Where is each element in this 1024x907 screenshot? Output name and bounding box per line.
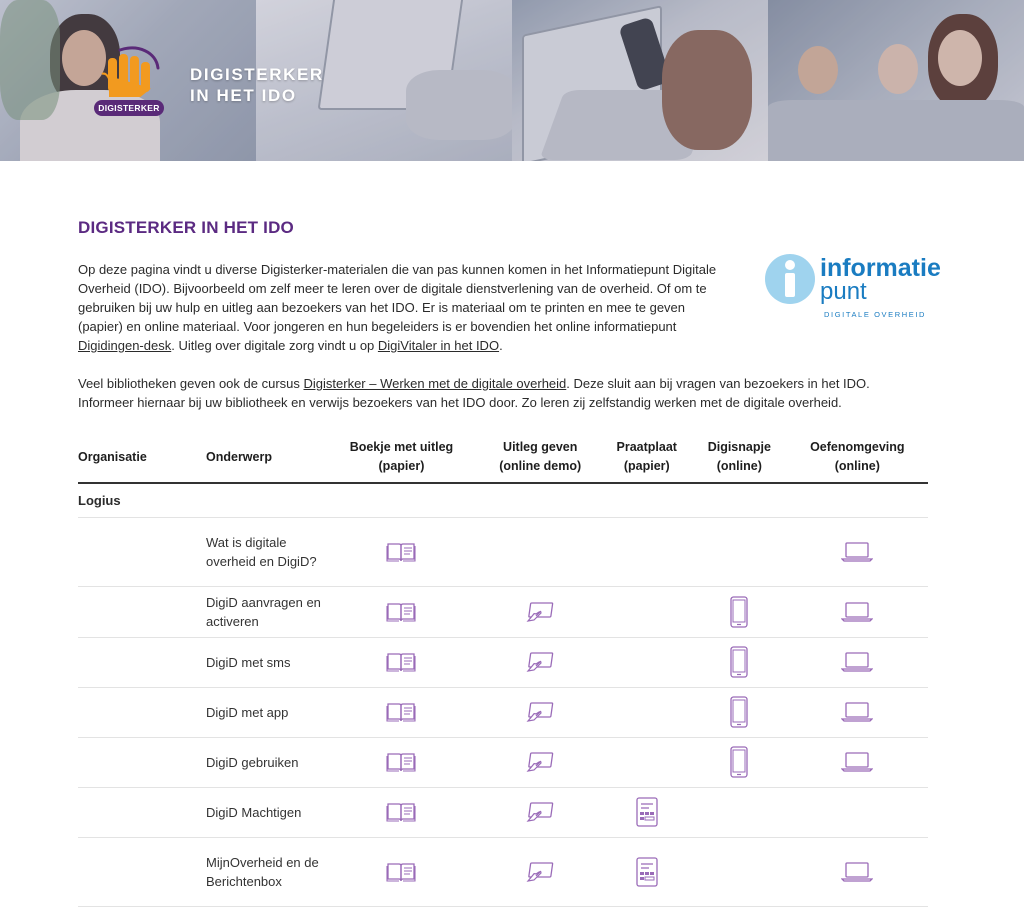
laptop-icon[interactable] [841,701,873,723]
open-book-icon[interactable] [386,601,416,623]
cell-practice [787,737,928,787]
poster-sheet-icon[interactable] [635,796,659,828]
cell-demo [479,787,602,837]
table-row [78,787,928,837]
hero-title-line2: IN HET IDO [190,86,297,105]
pointing-hand-screen-icon[interactable] [525,651,555,673]
pointing-hand-screen-icon[interactable] [525,601,555,623]
laptop-icon[interactable] [841,861,873,883]
cell-demo [479,737,602,787]
cell-practice [787,837,928,906]
cell-onderwerp: DigiD met sms [206,637,324,687]
laptop-icon[interactable] [841,751,873,773]
cell-poster [602,737,692,787]
cell-booklet [324,687,479,737]
laptop-icon[interactable] [841,601,873,623]
cell-snack [692,586,787,637]
col-oefenomgeving: Oefenomgeving (online) [810,440,905,473]
cell-demo [479,837,602,906]
col-digisnapje: Digisnapje (online) [707,440,771,473]
materials-table [78,438,928,907]
digidingen-desk-link[interactable]: Digidingen-desk [78,338,172,353]
cell-booklet [324,637,479,687]
cell-practice [787,517,928,586]
open-book-icon[interactable] [386,861,416,883]
digisterker-logo[interactable] [92,36,166,120]
hero-banner [0,0,1024,161]
intro-text-2: . Uitleg over digitale zorg vindt u op [171,338,378,353]
col-praatplaat: Praatplaat (papier) [616,440,677,473]
cell-practice [787,787,928,837]
intro-text-1: Op deze pagina vindt u diverse Digisterker-materialen die van pas kunnen komen in het Informatiepunt Digitale Overheid (IDO). Bijvoorbeeld om zelf meer te leren over de digitale dienstverlening van de overheid. Of om te gebruiken bij uw hulp en uitleg aan bezoekers van het IDO. Er is materiaal om te printen en mee te geven (papier) en online materiaal. Voor jongeren en hun begeleiders is er bovendien het online informatiepunt [78,262,717,334]
pointing-hand-screen-icon[interactable] [525,701,555,723]
cell-onderwerp: DigiD Machtigen [206,787,324,837]
open-book-icon[interactable] [386,701,416,723]
digisterker-hand-icon [98,44,160,104]
poster-sheet-icon[interactable] [635,856,659,888]
group-label: Logius [78,483,928,517]
cell-snack [692,837,787,906]
table-row [78,517,928,586]
smartphone-icon[interactable] [729,596,749,628]
table-row [78,737,928,787]
cell-snack [692,687,787,737]
cell-organisatie [78,517,206,586]
logo-word-punt: punt [820,278,867,305]
group-row-logius [78,483,928,517]
cell-practice [787,637,928,687]
pointing-hand-screen-icon[interactable] [525,801,555,823]
digivitaler-link[interactable]: DigiVitaler in het IDO [377,338,500,353]
cell-booklet [324,787,479,837]
cell-organisatie [78,837,206,906]
logo-tagline: DIGITALE OVERHEID [824,310,927,319]
smartphone-icon[interactable] [729,696,749,728]
cell-onderwerp: DigiD aanvragen en activeren [206,586,324,637]
digisterker-cursus-link[interactable]: Digisterker – Werken met de digitale overheid [303,376,567,391]
cell-snack [692,637,787,687]
cell-booklet [324,837,479,906]
cell-poster [602,517,692,586]
cell-organisatie [78,687,206,737]
cell-organisatie [78,787,206,837]
cell-onderwerp: MijnOverheid en de Berichtenbox [206,837,324,906]
cell-booklet [324,586,479,637]
cell-onderwerp: DigiD met app [206,687,324,737]
cell-organisatie [78,737,206,787]
open-book-icon[interactable] [386,651,416,673]
cell-onderwerp: DigiD gebruiken [206,737,324,787]
cursus-paragraph [78,374,928,412]
laptop-icon[interactable] [841,541,873,563]
col-uitleg-geven: Uitleg geven (online demo) [499,440,582,473]
pointing-hand-screen-icon[interactable] [525,861,555,883]
open-book-icon[interactable] [386,801,416,823]
logo-badge-text: DIGISTERKER [94,100,164,116]
hero-title-line1: DIGISTERKER [190,65,324,84]
col-boekje: Boekje met uitleg (papier) [349,440,454,473]
cell-snack [692,787,787,837]
cell-snack [692,517,787,586]
informatiepunt-logo[interactable] [764,251,946,321]
cell-onderwerp: Wat is digitale overheid en DigiD? [206,517,324,586]
smartphone-icon[interactable] [729,746,749,778]
cell-poster [602,637,692,687]
table-row [78,687,928,737]
cell-demo [479,517,602,586]
cell-poster [602,586,692,637]
intro-paragraph [78,260,728,355]
cell-practice [787,687,928,737]
cell-snack [692,737,787,787]
intro-text-3: . [499,338,503,353]
page-title: DIGISTERKER IN HET IDO [78,218,294,237]
logo-word-informatie: informatie [820,254,941,282]
table-header-row [78,438,928,483]
cell-organisatie [78,637,206,687]
cell-demo [479,637,602,687]
smartphone-icon[interactable] [729,646,749,678]
laptop-icon[interactable] [841,651,873,673]
col-onderwerp: Onderwerp [206,449,272,464]
main-content [78,161,941,907]
open-book-icon[interactable] [386,541,416,563]
table-row [78,586,928,637]
para2-text-1: Veel bibliotheken geven ook de cursus [78,376,304,391]
cell-demo [479,687,602,737]
col-organisatie: Organisatie [78,449,147,464]
cell-poster [602,687,692,737]
cell-poster [602,837,692,906]
table-row [78,837,928,906]
open-book-icon[interactable] [386,751,416,773]
para2-text-2: . Deze sluit aan bij vragen van bezoekers in het IDO. Informeer hiernaar bij uw bibliotheek en verwijs bezoekers van het IDO door. Zo leren zij zelfstandig werken met de digitale overheid. [78,376,870,410]
cell-poster [602,787,692,837]
table-row [78,637,928,687]
cell-booklet [324,517,479,586]
cell-organisatie [78,586,206,637]
pointing-hand-screen-icon[interactable] [525,751,555,773]
cell-booklet [324,737,479,787]
cell-demo [479,586,602,637]
hero-title [190,64,324,106]
cell-practice [787,586,928,637]
